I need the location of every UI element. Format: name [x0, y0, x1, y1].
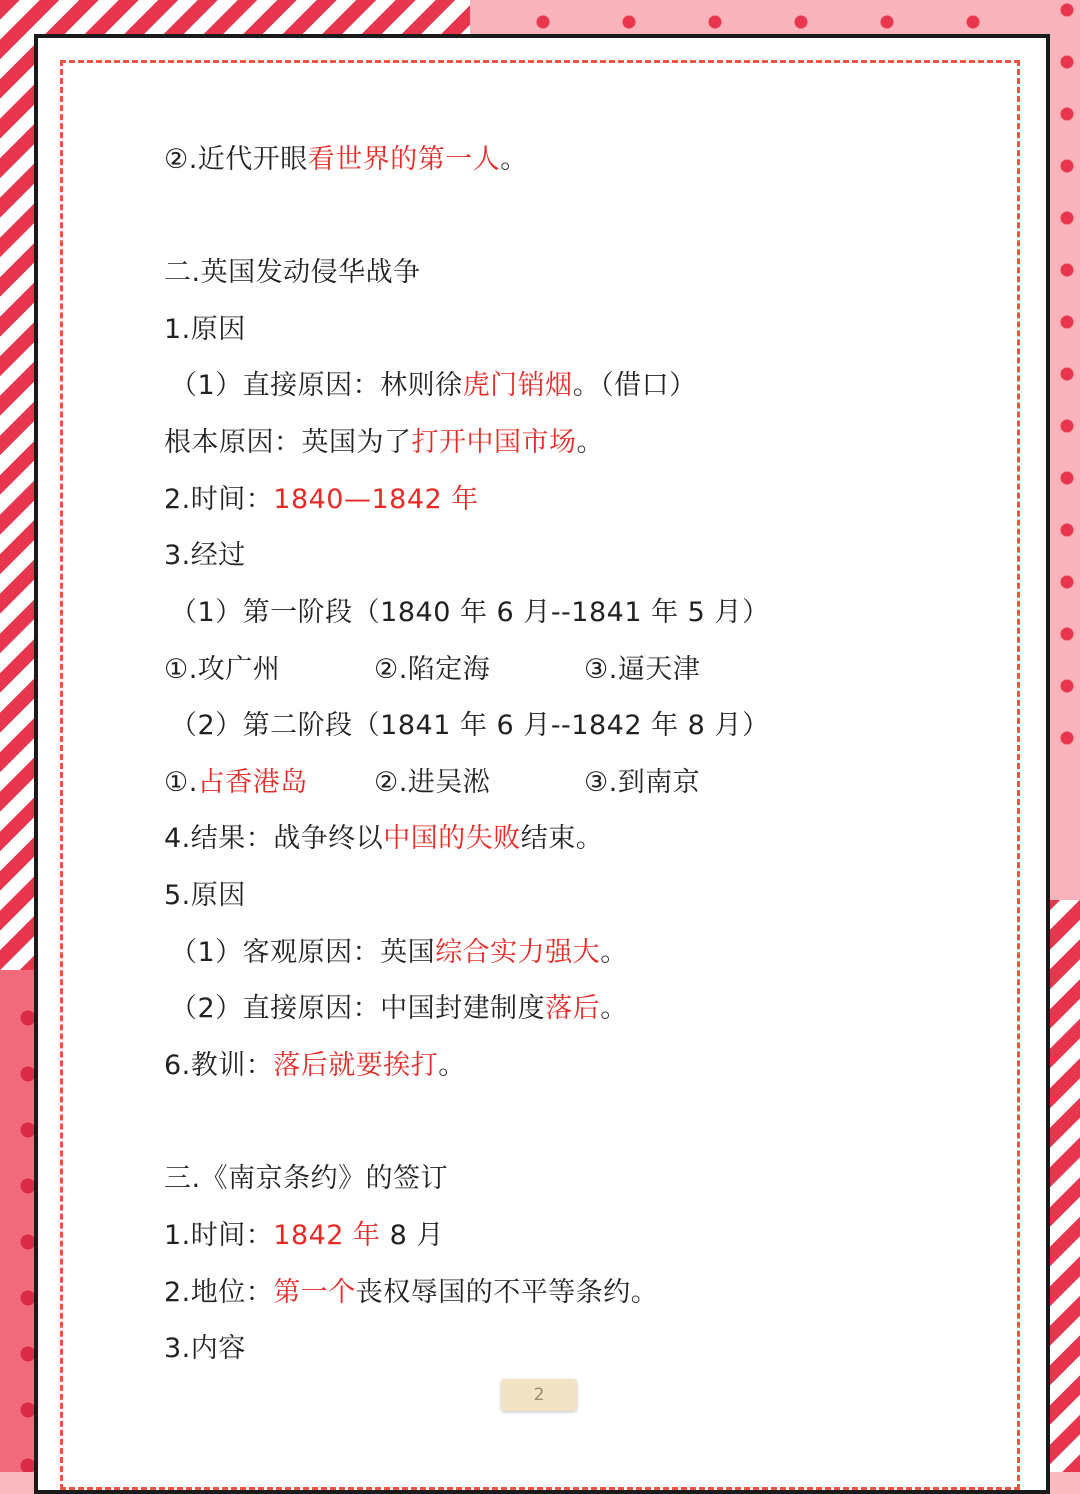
list-item: ①.占香港岛	[164, 767, 308, 798]
section-heading-3: 三.《南京条约》的签订	[164, 1163, 449, 1194]
list-item: ①.攻广州	[164, 654, 281, 685]
line-time: 2.时间：1840—1842 年	[164, 484, 479, 515]
list-item: ②.陷定海	[374, 654, 491, 685]
subheading-cause: 1.原因	[164, 314, 246, 345]
stage-one-items	[164, 650, 964, 690]
line-treaty-status: 2.地位：第一个丧权辱国的不平等条约。	[164, 1277, 659, 1308]
list-item: ②.进吴淞	[374, 767, 491, 798]
line-root-cause: 根本原因：英国为了打开中国市场。	[164, 427, 604, 458]
line-direct-cause: （1）直接原因：林则徐虎门销烟。（借口）	[170, 370, 697, 401]
subheading-reason: 5.原因	[164, 880, 246, 911]
list-item: ③.到南京	[584, 767, 701, 798]
line-stage-two: （2）第二阶段（1841 年 6 月--1842 年 8 月）	[170, 710, 770, 741]
background-panel-right	[1046, 770, 1080, 900]
line-treaty-time: 1.时间：1842 年 8 月	[164, 1220, 444, 1251]
page-number: 2	[501, 1379, 577, 1411]
list-item: ③.逼天津	[584, 654, 701, 685]
stage-two-items	[164, 763, 964, 803]
background-dots-right	[1046, 0, 1080, 770]
line-lesson: 6.教训：落后就要挨打。	[164, 1050, 466, 1081]
line-direct-reason: （2）直接原因：中国封建制度落后。	[170, 993, 628, 1024]
subheading-process: 3.经过	[164, 540, 246, 571]
line-objective-reason: （1）客观原因：英国综合实力强大。	[170, 937, 628, 968]
line-result: 4.结果：战争终以中国的失败结束。	[164, 823, 604, 854]
line-first-person: ②.近代开眼看世界的第一人。	[164, 144, 528, 175]
subheading-content: 3.内容	[164, 1333, 246, 1364]
section-heading-2: 二.英国发动侵华战争	[164, 257, 421, 288]
line-stage-one: （1）第一阶段（1840 年 6 月--1841 年 5 月）	[170, 597, 770, 628]
